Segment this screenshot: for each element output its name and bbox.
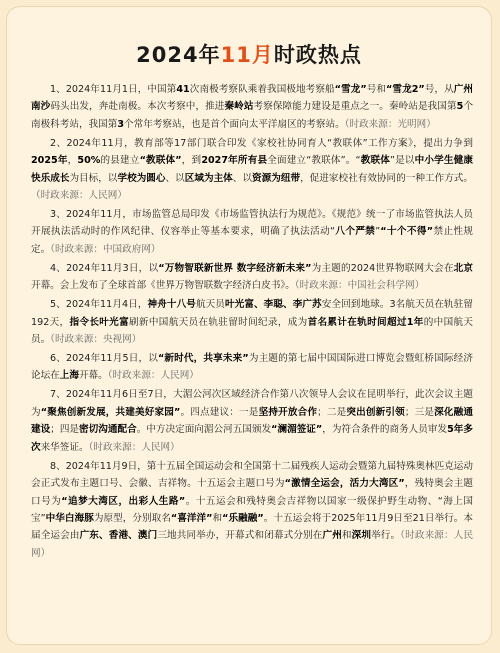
body-text: 、以 [165,172,185,184]
highlight-text: 首名累计在轨时间超过1年 [307,316,424,328]
body-text: 为主题的第七届中国国际进口博览会暨虹桥国际经济论坛在 [31,353,473,382]
body-text: 开幕。 [78,370,108,382]
highlight-text: 中华白海豚 [45,512,94,524]
highlight-text: “教联体” [139,155,182,167]
news-item [31,386,473,456]
body-text: ，残特奥会主题口号为 [31,478,474,507]
highlight-text: 深化融通建设 [31,406,474,436]
highlight-text: 突出创新引领 [346,406,405,418]
highlight-text: 叶光富、李聪、李广苏 [224,299,322,311]
body-text: 为原型，分别取名 [93,512,171,524]
body-text: 7、2024年11月6日至7日，大湄公河次区域经济合作第八次领导人会议在昆明举行，此次会议主题为 [31,389,473,418]
news-item [31,350,473,385]
body-text: 和 [212,512,223,524]
source-note: （时政来源：人民网） [107,370,199,382]
highlight-text: 秦岭站 [224,101,254,113]
source-note: （时政来源：央视网） [50,334,142,346]
source-note: （时政来源：人民网） [88,441,180,453]
highlight-text: “新时代，共享未来” [157,353,249,365]
highlight-text: “雪龙2” [386,84,425,95]
highlight-text: 指令长叶光富 [69,316,130,328]
body-text: 举行。 [371,530,401,542]
highlight-text: 2025年 [31,155,68,167]
body-text: 全面建立“教联体”。“ [267,155,361,167]
highlight-text: 2027年所有县 [201,155,268,167]
body-text: 来华签证。 [40,441,89,453]
title-prefix: 2024年 [136,43,221,67]
highlight-text: 教联体 [360,155,390,167]
body-text: 考察保障能力建设是重点之一。秦岭站是我国第 [253,101,457,113]
highlight-text: 5年多次 [31,424,473,453]
body-text: ；二是 [317,406,347,418]
highlight-text: “乐融融” [222,512,264,524]
highlight-text: 广东、香港、澳门 [79,530,158,542]
highlight-text: 上海 [59,370,79,382]
body-text: 的县建立 [100,155,140,167]
body-text: 为主题的2024世界物联网大会在 [311,262,454,274]
highlight-text: 广州 [322,530,342,542]
body-text: 。四点建议：一是 [180,406,259,418]
highlight-text: 北京 [453,262,473,274]
body-text: 4、2024年11月3日，以 [50,262,159,274]
body-text: 号和 [366,84,387,95]
body-text: ”是以 [389,155,415,167]
highlight-text: “喜洋洋” [170,512,213,524]
highlight-text: 学校为圆心 [117,172,166,184]
body-text: 。十五运会将于2025年11月9日至21日举行。本届全运会由 [31,512,473,542]
highlight-text: 神舟十八号 [147,299,196,311]
news-list [7,81,491,562]
body-text: 的中国航天员。 [31,316,474,346]
body-text: ，为符合条件的商务人员审发 [322,424,448,436]
highlight-text: 八个严禁 [335,226,376,238]
body-text: ；三是 [404,406,435,418]
page-title [7,39,491,69]
highlight-text: 坚持开放合作 [258,406,318,418]
body-text: 三地共同举办，开幕式和闭幕式分别在 [157,530,323,542]
news-item [31,458,473,562]
body-text: ，到 [181,155,202,167]
highlight-text: 3 [117,118,125,130]
body-text: 禁止性规定。 [31,226,473,255]
highlight-text: 41 [176,84,190,95]
highlight-text: “激情全运会，活力大湾区” [284,478,405,490]
body-text: 航天员 [195,299,225,311]
highlight-text: “十个不得” [380,226,434,238]
document-card [6,6,492,645]
news-item [31,135,473,205]
body-text: 2、2024年11月，教育部等17部门联合印发《家校社协同育人“教联体”工作方案》，提出力争到 [50,137,473,149]
source-note: （时政来源：人民网） [31,530,474,559]
body-text: 、以 [232,172,253,184]
highlight-text: 深圳 [351,530,372,542]
news-item [31,81,473,133]
body-text: 为目标，以 [69,172,118,184]
highlight-text: 密切沟通配合 [79,424,137,436]
source-note: （时政来源：中国社会科学网） [294,280,425,292]
body-text: ；四是 [50,424,80,436]
body-text: 次南极考察队乘着我国极地考察船 [189,84,335,95]
body-text: 3、2024年11月，市场监管总局印发《市场监管执法行为规范》。《规范》统一了市场监管执法人员开展执法活动时的作风纪律、仪容举止等基本要求，明确了执法活动“ [31,209,473,238]
body-text: 刷新中国航天员在轨驻留时间纪录，成为 [129,316,308,328]
body-text: 1、2024年11月1日，中国第 [50,84,177,95]
source-note: （时政来源：中国政府网） [50,243,161,255]
body-text: 码头出发，奔赴南极。本次考察中，推进 [50,101,225,113]
title-highlight: 11月 [220,43,274,67]
body-text: ， [67,155,78,167]
body-text: 个常年考察站，也是首个面向太平洋扇区的考察站。 [124,118,345,130]
highlight-text: “万物智联新世界 数字经济新未来” [158,262,312,274]
source-note: （时政来源：人民网） [31,190,127,202]
body-text: 6、2024年11月5日，以 [50,353,158,365]
highlight-text: “雪龙” [334,84,367,95]
highlight-text: 5 [456,101,464,113]
body-text: 8、2024年11月9日，第十五届全国运动会和全国第十二届残疾人运动会暨第九届特殊奥林匹克运动会正式发布主题口号、会徽、吉祥物。十五运会主题口号为 [31,460,473,490]
body-text: 个南极科考站，我国第 [31,101,474,130]
highlight-text: “聚焦创新发展，共建美好家园” [40,406,181,418]
highlight-text: “澜湄签证” [271,424,323,436]
news-item [31,260,473,295]
highlight-text: 50% [77,155,101,167]
highlight-text: 中小学生健康快乐成长 [31,155,474,184]
body-text: 开幕。会上发布了全球首部《世界万物智联数字经济白皮书》。 [31,280,295,292]
title-suffix: 时政热点 [273,43,362,67]
body-text: 。中方决定面向湄公河五国颁发 [136,424,272,436]
body-text: 和 [341,530,352,542]
body-text: ” [375,226,381,238]
body-text: 号，从 [424,84,454,95]
highlight-text: “追梦大湾区，出彩人生路” [61,495,186,507]
body-text: 5、2024年11月4日， [50,299,148,311]
body-text: ，促进家校社有效协同的一种工作方式。 [300,172,474,184]
body-text: 。十五运会和残特奥会吉祥物以国家一级保护野生动物、“海上国宝” [31,495,473,524]
body-text: 安全回到地球。3名航天员在轨驻留192天， [31,299,474,328]
highlight-text: 资源为纽带 [252,172,301,184]
source-note: （时政来源：光明网） [344,118,436,130]
news-item [31,296,473,348]
news-item [31,206,473,258]
highlight-text: 区域为主体 [184,172,233,184]
highlight-text: 广州南沙 [31,84,474,113]
